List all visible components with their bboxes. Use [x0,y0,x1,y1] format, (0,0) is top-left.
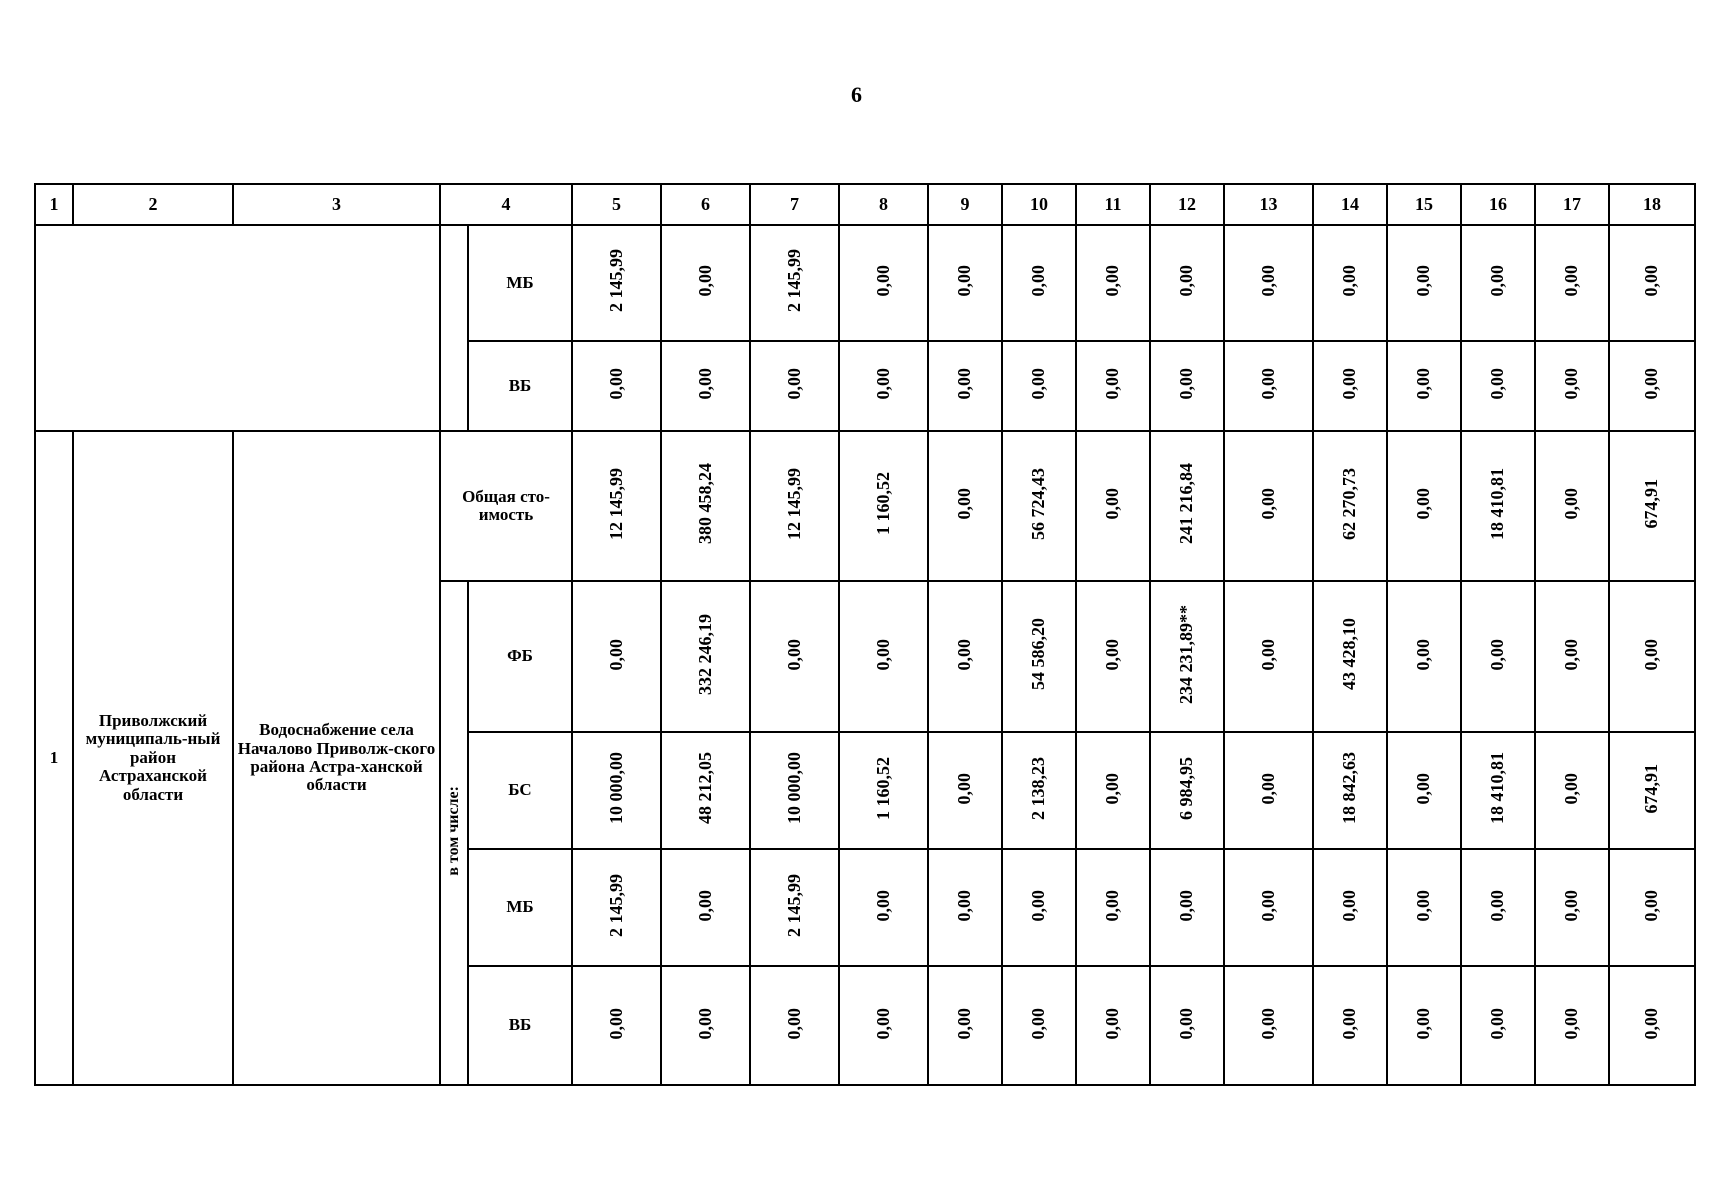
value-text: 0,00 [694,368,715,400]
header-cell: 8 [839,184,928,225]
value-text: 1 160,52 [872,756,893,820]
value-cell [1150,431,1224,581]
value-cell [572,225,661,341]
value-cell [1150,225,1224,341]
value-text: 0,00 [1176,368,1197,400]
value-cell [661,581,750,732]
header-cell: 11 [1076,184,1150,225]
value-cell [1224,732,1313,849]
value-cell [1535,225,1609,341]
value-text: 0,00 [1176,889,1197,922]
value-cell [1313,225,1387,341]
value-cell [839,966,928,1085]
value-text: 0,00 [1257,1007,1278,1040]
value-text: 380 458,24 [694,463,715,545]
value-cell [1002,225,1076,341]
value-cell [839,581,928,732]
value-cell [750,431,839,581]
value-cell [661,341,750,431]
value-cell [750,849,839,966]
including-label: в том числе: [445,786,463,876]
value-text: 234 231,89** [1176,604,1197,704]
header-cell: 13 [1224,184,1313,225]
value-cell [1535,581,1609,732]
value-text: 0,00 [1102,889,1123,922]
value-text: 0,00 [1413,772,1434,805]
value-text: 0,00 [1028,1007,1049,1040]
value-text: 0,00 [872,1007,893,1040]
value-text: 6 984,95 [1176,756,1197,820]
value-text: 0,00 [1102,488,1123,520]
header-cell: 2 [73,184,233,225]
header-cell: 1 [35,184,73,225]
value-cell [1002,581,1076,732]
value-text: 0,00 [1339,889,1360,922]
value-cell [661,431,750,581]
value-cell [928,966,1002,1085]
header-cell: 9 [928,184,1002,225]
value-cell [661,849,750,966]
value-cell [1461,849,1535,966]
value-text: 0,00 [1257,368,1278,400]
value-cell [1076,966,1150,1085]
value-text: 0,00 [1413,638,1434,671]
header-cell: 6 [661,184,750,225]
header-cell: 17 [1535,184,1609,225]
header-cell: 14 [1313,184,1387,225]
value-text: 54 586,20 [1028,618,1049,691]
value-text: 12 145,99 [605,467,626,540]
value-cell [1461,581,1535,732]
value-text: 0,00 [1561,889,1582,922]
value-cell [750,966,839,1085]
row-label: ВБ [468,341,572,431]
value-text: 0,00 [1257,638,1278,671]
value-cell [1461,966,1535,1085]
value-text: 674,91 [1641,479,1662,529]
value-cell [1076,581,1150,732]
value-text: 0,00 [1257,265,1278,297]
value-cell [1076,225,1150,341]
value-text: 0,00 [694,265,715,297]
value-cell [1313,341,1387,431]
value-text: 48 212,05 [694,752,715,825]
value-text: 0,00 [954,368,975,400]
value-cell [1076,849,1150,966]
value-text: 0,00 [1561,638,1582,671]
continued-blank-cell [35,225,440,431]
value-cell [1002,849,1076,966]
value-text: 18 842,63 [1339,752,1360,825]
value-cell [839,431,928,581]
value-cell [1387,581,1461,732]
value-text: 0,00 [605,1007,626,1040]
value-cell [750,581,839,732]
value-text: 0,00 [1641,368,1662,400]
value-cell [928,431,1002,581]
value-cell [661,225,750,341]
value-text: 2 145,99 [605,873,626,937]
value-cell [839,732,928,849]
table-row [35,225,1695,341]
value-text: 0,00 [1257,488,1278,520]
value-text: 0,00 [1028,265,1049,297]
value-text: 2 145,99 [605,249,626,313]
value-text: 0,00 [1413,265,1434,297]
value-cell [1076,732,1150,849]
header-cell: 15 [1387,184,1461,225]
value-cell [839,849,928,966]
value-cell [1150,732,1224,849]
value-text: 0,00 [1102,368,1123,400]
value-cell [1461,431,1535,581]
value-cell [1387,732,1461,849]
row-label: ФБ [468,581,572,732]
value-cell [1002,431,1076,581]
value-text: 12 145,99 [783,467,804,540]
including-cell [440,581,468,1085]
value-text: 2 145,99 [783,873,804,937]
value-text: 18 410,81 [1487,467,1508,540]
value-text: 0,00 [872,889,893,922]
value-cell [750,341,839,431]
value-cell [1461,732,1535,849]
value-text: 674,91 [1641,763,1662,814]
value-cell [1387,431,1461,581]
header-cell: 4 [440,184,572,225]
value-cell [661,732,750,849]
value-cell [1535,966,1609,1085]
value-text: 0,00 [783,638,804,671]
value-cell [572,341,661,431]
value-text: 0,00 [1561,488,1582,520]
value-text: 0,00 [872,638,893,671]
value-cell [750,732,839,849]
value-text: 0,00 [605,368,626,400]
header-cell: 7 [750,184,839,225]
value-text: 0,00 [1487,265,1508,297]
value-cell [1313,732,1387,849]
row-label: БС [468,732,572,849]
value-cell [1461,225,1535,341]
value-cell [839,225,928,341]
value-text: 0,00 [872,368,893,400]
value-cell [1224,225,1313,341]
value-text: 0,00 [954,772,975,805]
value-cell [572,849,661,966]
value-cell [1609,581,1695,732]
value-text: 0,00 [1102,638,1123,671]
row-label: МБ [468,225,572,341]
value-cell [1150,581,1224,732]
header-cell: 5 [572,184,661,225]
value-cell [1387,966,1461,1085]
value-text: 1 160,52 [872,472,893,536]
value-text: 0,00 [1641,638,1662,671]
value-text: 0,00 [1413,889,1434,922]
value-text: 0,00 [954,1007,975,1040]
value-text: 0,00 [1257,772,1278,805]
value-text: 43 428,10 [1339,618,1360,691]
value-cell [1535,341,1609,431]
value-text: 10 000,00 [605,752,626,825]
value-text: 0,00 [954,638,975,671]
value-cell [928,225,1002,341]
value-text: 0,00 [1561,1007,1582,1040]
value-text: 0,00 [1413,368,1434,400]
value-cell [928,581,1002,732]
value-text: 0,00 [1641,1007,1662,1040]
value-cell [1609,849,1695,966]
value-cell [1224,849,1313,966]
value-text: 62 270,73 [1339,467,1360,540]
entry-number: 1 [35,431,73,1085]
value-cell [1224,581,1313,732]
object-cell: Водоснабжение села Началово Приволж-ского района Астра-ханской области [233,431,440,1085]
value-cell [572,581,661,732]
value-text: 0,00 [1102,1007,1123,1040]
page-number: 6 [851,82,862,107]
value-cell [1387,849,1461,966]
value-cell [1002,732,1076,849]
value-text: 0,00 [1339,265,1360,297]
value-cell [1609,225,1695,341]
value-text: 332 246,19 [694,613,715,695]
value-cell [572,966,661,1085]
value-text: 0,00 [1028,889,1049,922]
value-text: 0,00 [1641,889,1662,922]
value-cell [1076,431,1150,581]
value-cell [750,225,839,341]
value-cell [1609,431,1695,581]
value-text: 0,00 [1176,1007,1197,1040]
value-text: 0,00 [1102,772,1123,805]
value-text: 0,00 [1176,265,1197,297]
district-cell: Приволжский муниципаль-ный район Астраханской области [73,431,233,1085]
value-text: 0,00 [1487,368,1508,400]
value-text: 0,00 [1641,265,1662,297]
value-cell [1224,341,1313,431]
value-cell [1313,581,1387,732]
value-cell [1002,341,1076,431]
header-cell: 12 [1150,184,1224,225]
header-cell: 3 [233,184,440,225]
value-text: 2 145,99 [783,249,804,313]
value-text: 0,00 [694,889,715,922]
value-text: 0,00 [1561,265,1582,297]
value-text: 0,00 [783,368,804,400]
value-text: 0,00 [954,488,975,520]
value-text: 0,00 [1413,488,1434,520]
value-cell [1387,341,1461,431]
value-text: 0,00 [954,889,975,922]
value-text: 0,00 [1339,368,1360,400]
value-cell [1224,431,1313,581]
value-text: 0,00 [783,1007,804,1040]
value-cell [1535,431,1609,581]
value-cell [572,431,661,581]
value-text: 0,00 [1257,889,1278,922]
header-cell: 10 [1002,184,1076,225]
value-text: 0,00 [1487,889,1508,922]
value-text: 18 410,81 [1487,752,1508,825]
value-text: 241 216,84 [1176,463,1197,545]
header-cell: 16 [1461,184,1535,225]
value-text: 0,00 [1561,368,1582,400]
value-text: 0,00 [1028,368,1049,400]
total-label: Общая сто-имость [440,431,572,581]
value-cell [1535,849,1609,966]
header-row [35,184,1695,225]
value-cell [928,341,1002,431]
value-cell [1150,849,1224,966]
value-text: 56 724,43 [1028,467,1049,540]
value-text: 0,00 [605,638,626,671]
value-cell [661,966,750,1085]
value-cell [1609,732,1695,849]
value-text: 10 000,00 [783,752,804,825]
table-row [35,431,1695,581]
row-label: МБ [468,849,572,966]
value-text: 0,00 [1102,265,1123,297]
value-text: 0,00 [954,265,975,297]
value-text: 0,00 [872,265,893,297]
value-text: 2 138,23 [1028,756,1049,820]
value-text: 0,00 [1487,638,1508,671]
row-label: ВБ [468,966,572,1085]
value-cell [1461,341,1535,431]
value-cell [1609,341,1695,431]
value-cell [1535,732,1609,849]
value-cell [928,849,1002,966]
value-text: 0,00 [694,1007,715,1040]
value-cell [1609,966,1695,1085]
value-cell [1224,966,1313,1085]
continued-indent-cell [440,225,468,431]
value-cell [1387,225,1461,341]
value-text: 0,00 [1561,772,1582,805]
value-cell [572,732,661,849]
value-cell [1313,849,1387,966]
value-text: 0,00 [1339,1007,1360,1040]
budget-table [34,183,1696,1086]
value-cell [928,732,1002,849]
value-cell [1002,966,1076,1085]
value-cell [1076,341,1150,431]
header-cell: 18 [1609,184,1695,225]
value-cell [1313,966,1387,1085]
value-cell [1150,341,1224,431]
value-text: 0,00 [1487,1007,1508,1040]
value-cell [1150,966,1224,1085]
value-cell [839,341,928,431]
value-cell [1313,431,1387,581]
value-text: 0,00 [1413,1007,1434,1040]
